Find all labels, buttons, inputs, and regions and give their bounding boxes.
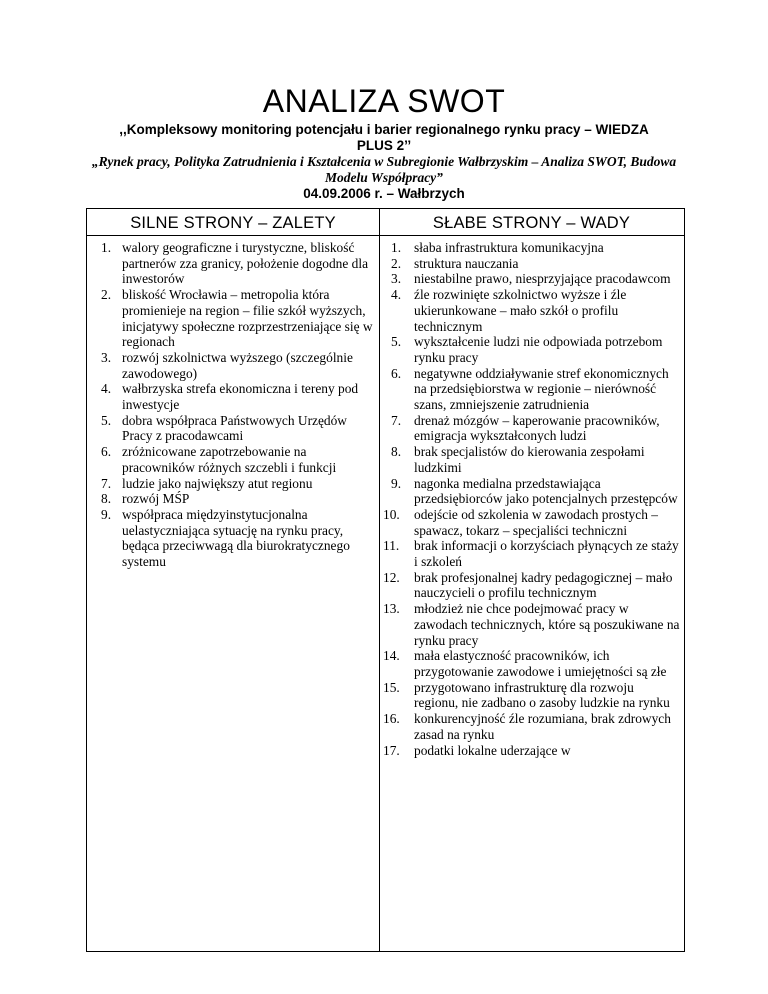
list-item: 9. nagonka medialna przedstawiająca przedsiębiorców jako potencjalnych przestępców xyxy=(391,475,678,507)
strengths-list xyxy=(87,236,379,570)
weaknesses-list xyxy=(379,236,684,758)
page-title: ANALIZA SWOT xyxy=(262,83,506,119)
list-item: 11. brak informacji o korzyściach płynących ze staży i szkoleń xyxy=(383,538,679,570)
weaknesses-column xyxy=(379,209,684,951)
list-item: 3. rozwój szkolnictwa wyższego (szczególnie zawodowego) xyxy=(101,349,353,381)
list-item: 10. odejście od szkolenia w zawodach prostych – spawacz, tokarz – specjaliści techniczni xyxy=(383,506,658,538)
list-item: 3. niestabilne prawo, niesprzyjające pracodawcom xyxy=(391,271,671,287)
list-item: 5. dobra współpraca Państwowych Urzędów Pracy z pracodawcami xyxy=(101,412,347,444)
list-item: 2. struktura nauczania xyxy=(391,255,519,271)
list-item: 2. bliskość Wrocławia – metropolia która promienieje na region – filie szkół wyższych, inicjatywy społeczne rozprzestrzeniające się w regionach xyxy=(101,287,373,350)
list-item: 9. współpraca międzyinstytucjonalna uelastyczniająca sytuację na rynku pracy, będąca przeciwwagą dla biurokratycznego systemu xyxy=(101,506,350,570)
list-item: 16. konkurencyjność źle rozumiana, brak zdrowych zasad na rynku xyxy=(383,711,671,742)
list-item: 14. mała elastyczność pracowników, ich przygotowanie zawodowe i umiejętności są złe xyxy=(383,648,667,679)
list-item: 7. ludzie jako największy atut regionu xyxy=(101,475,313,491)
list-item: 6. negatywne oddziaływanie stref ekonomicznych na przedsiębiorstwa w regionie – nierówność szans, zmniejszenie zatrudnienia xyxy=(391,365,669,413)
list-item: 15. przygotowano infrastrukturę dla rozwoju regionu, nie zadbano o zasoby ludzkie na rynku xyxy=(383,679,670,711)
list-item: 5. wykształcenie ludzi nie odpowiada potrzebom rynku pracy xyxy=(391,334,663,365)
list-item: 6. zróżnicowane zapotrzebowanie na pracowników różnych szczebli i funkcji xyxy=(101,444,337,475)
list-item: 7. drenaż mózgów – kaperowanie pracowników, emigracja wykształconych ludzi xyxy=(391,412,660,444)
date-line: 04.09.2006 r. – Wałbrzych xyxy=(303,186,465,201)
list-item: 12. brak profesjonalnej kadry pedagogicznej – mało nauczycieli o profilu technicznym xyxy=(383,569,673,601)
list-item: 1. walory geograficzne i turystyczne, bliskość partnerów zza granicy, położenie dogodne dla inwestorów xyxy=(101,240,369,287)
subtitle-italic: „Rynek pracy, Polityka Zatrudnienia i Kształcenia w Subregionie Wałbrzyskim – Analiza SWOT, Budowa Modelu Współpracy” xyxy=(91,154,677,185)
list-item: 8. rozwój MŚP xyxy=(101,491,190,507)
list-item: 1. słaba infrastruktura komunikacyjna xyxy=(391,240,604,255)
strengths-heading: SILNE STRONY – ZALETY xyxy=(87,209,379,236)
list-item: 13. młodzież nie chce podejmować pracy w zawodach technicznych, które są poszukiwane na rynku pracy xyxy=(383,601,680,648)
list-item: 4. wałbrzyska strefa ekonomiczna i tereny pod inwestycje xyxy=(101,381,359,413)
list-item: 8. brak specjalistów do kierowania zespołami ludzkimi xyxy=(391,444,645,475)
list-item: 4. źle rozwinięte szkolnictwo wyższe i źle ukierunkowane – mało szkół o profilu technicznym xyxy=(391,287,627,334)
swot-table xyxy=(86,208,685,952)
weaknesses-heading: SŁABE STRONY – WADY xyxy=(379,209,684,236)
list-item: 17. podatki lokalne uderzające w xyxy=(383,742,571,758)
subtitle: ,,Kompleksowy monitoring potencjału i barier regionalnego rynku pracy – WIEDZA PLUS 2’’ xyxy=(119,122,649,153)
strengths-column xyxy=(87,209,380,951)
